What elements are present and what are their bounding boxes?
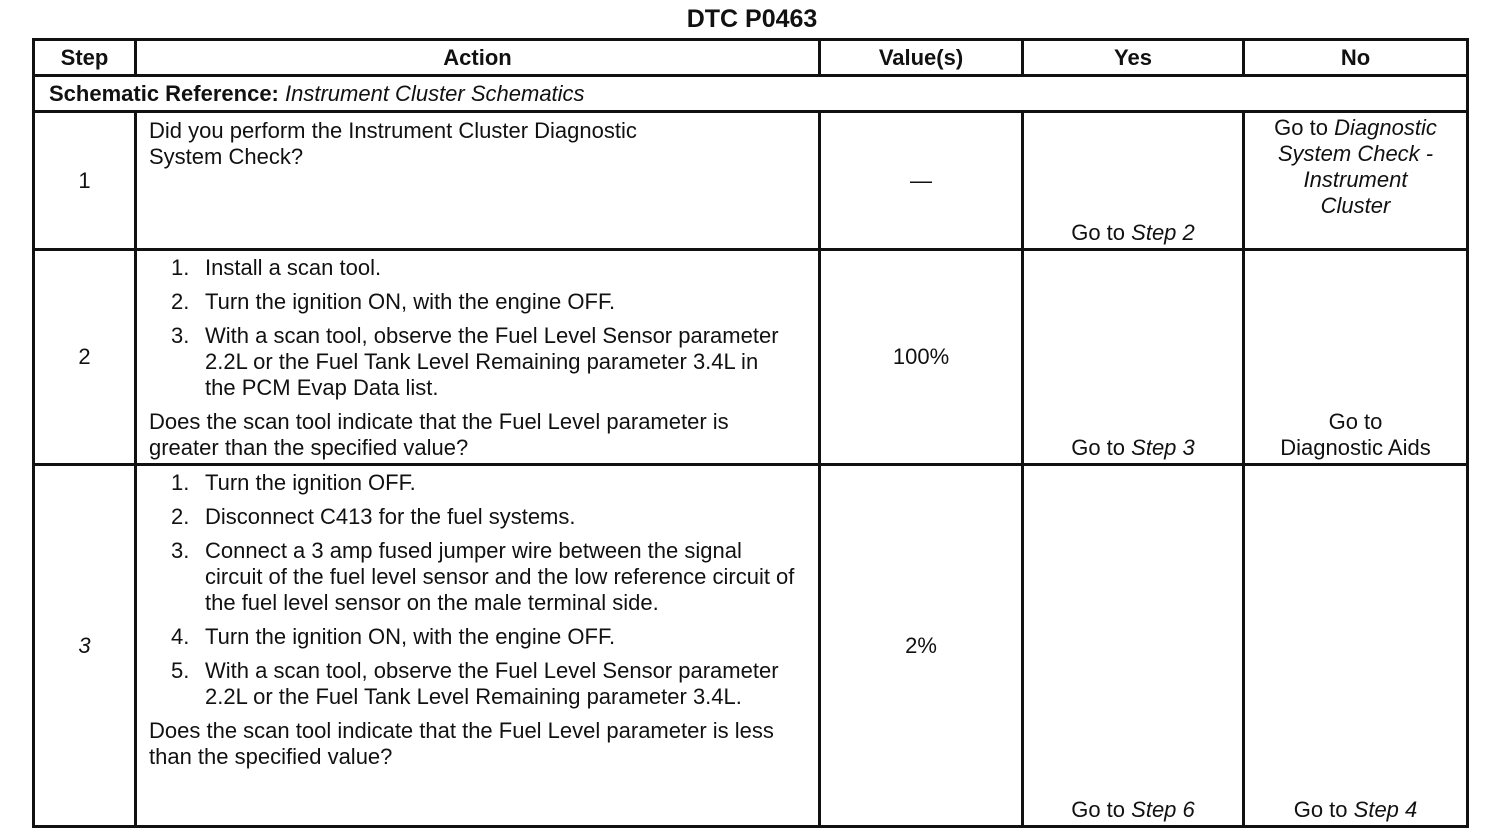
no-prefix: Go to	[1293, 797, 1348, 822]
yes-cell	[1023, 465, 1244, 827]
header-row	[34, 40, 1468, 76]
yes-prefix: Go to	[1071, 435, 1126, 460]
yes-cell	[1023, 250, 1244, 465]
no-cell	[1244, 250, 1468, 465]
value-cell	[820, 112, 1023, 250]
action-question: Does the scan tool indicate that the Fuel Level parameter is greater than the specified value?	[149, 409, 729, 460]
action-steps	[149, 470, 804, 710]
no-link[interactable]: Cluster	[1320, 193, 1391, 218]
no-link[interactable]: Step 4	[1353, 797, 1418, 822]
action-text: Did you perform the Instrument Cluster Diagnostic	[149, 118, 637, 143]
yes-prefix: Go to	[1071, 797, 1126, 822]
no-link[interactable]: System Check -	[1277, 141, 1434, 166]
header-step: Step	[34, 40, 136, 76]
header-values: Value(s)	[820, 40, 1023, 76]
header-action: Action	[136, 40, 820, 76]
table-row-step-2	[34, 250, 1468, 465]
no-link[interactable]: Instrument	[1303, 167, 1408, 192]
schematic-label: Schematic Reference:	[49, 80, 279, 106]
no-link[interactable]: Diagnostic	[1334, 115, 1437, 140]
diagnostic-table	[32, 38, 1469, 828]
no-prefix: Go to	[1328, 409, 1383, 434]
schematic-row	[34, 76, 1468, 112]
step-number: 3	[34, 465, 136, 827]
step-number: 2	[34, 250, 136, 465]
list-item: 4. Turn the ignition ON, with the engine OFF.	[171, 624, 616, 649]
yes-prefix: Go to	[1071, 220, 1126, 245]
list-item: 2. Turn the ignition ON, with the engine OFF.	[171, 289, 616, 314]
no-link[interactable]: Diagnostic Aids	[1280, 435, 1431, 460]
schematic-reference	[34, 76, 1468, 112]
list-item: 1. Turn the ignition OFF.	[171, 470, 416, 495]
header-yes: Yes	[1023, 40, 1244, 76]
table-row-step-3	[34, 465, 1468, 827]
no-cell	[1244, 465, 1468, 827]
list-item: 3. Connect a 3 amp fused jumper wire between the signal circuit of the fuel level sensor and the low reference circuit of the fuel level sensor on the male terminal side.	[171, 538, 795, 615]
no-cell	[1244, 112, 1468, 250]
action-steps	[149, 255, 804, 401]
action-cell	[136, 112, 820, 250]
value-cell	[820, 465, 1023, 827]
header-no: No	[1244, 40, 1468, 76]
step-number: 1	[34, 112, 136, 250]
yes-link[interactable]: Step 6	[1131, 797, 1195, 822]
yes-cell	[1023, 112, 1244, 250]
action-text: System Check?	[149, 144, 304, 169]
value-text: 100%	[892, 344, 950, 369]
action-cell	[136, 250, 820, 465]
action-question: Does the scan tool indicate that the Fuel Level parameter is less than the specified value?	[149, 718, 774, 769]
list-item: 3. With a scan tool, observe the Fuel Level Sensor parameter 2.2L or the Fuel Tank Level Remaining parameter 3.4L in the PCM Evap Data list.	[171, 323, 779, 400]
value-cell	[820, 250, 1023, 465]
action-cell	[136, 465, 820, 827]
yes-link[interactable]: Step 2	[1131, 220, 1195, 245]
yes-link[interactable]: Step 3	[1131, 435, 1195, 460]
value-dash: —	[910, 167, 932, 193]
list-item: 2. Disconnect C413 for the fuel systems.	[171, 504, 576, 529]
schematic-link[interactable]: Instrument Cluster Schematics	[285, 80, 585, 106]
table-row-step-1	[34, 112, 1468, 250]
value-text: 2%	[905, 632, 937, 658]
no-prefix: Go to	[1274, 115, 1328, 140]
list-item: 1. Install a scan tool.	[171, 255, 382, 280]
list-item: 5. With a scan tool, observe the Fuel Level Sensor parameter 2.2L or the Fuel Tank Level Remaining parameter 3.4L.	[171, 658, 779, 709]
page-title: DTC P0463	[686, 5, 818, 33]
